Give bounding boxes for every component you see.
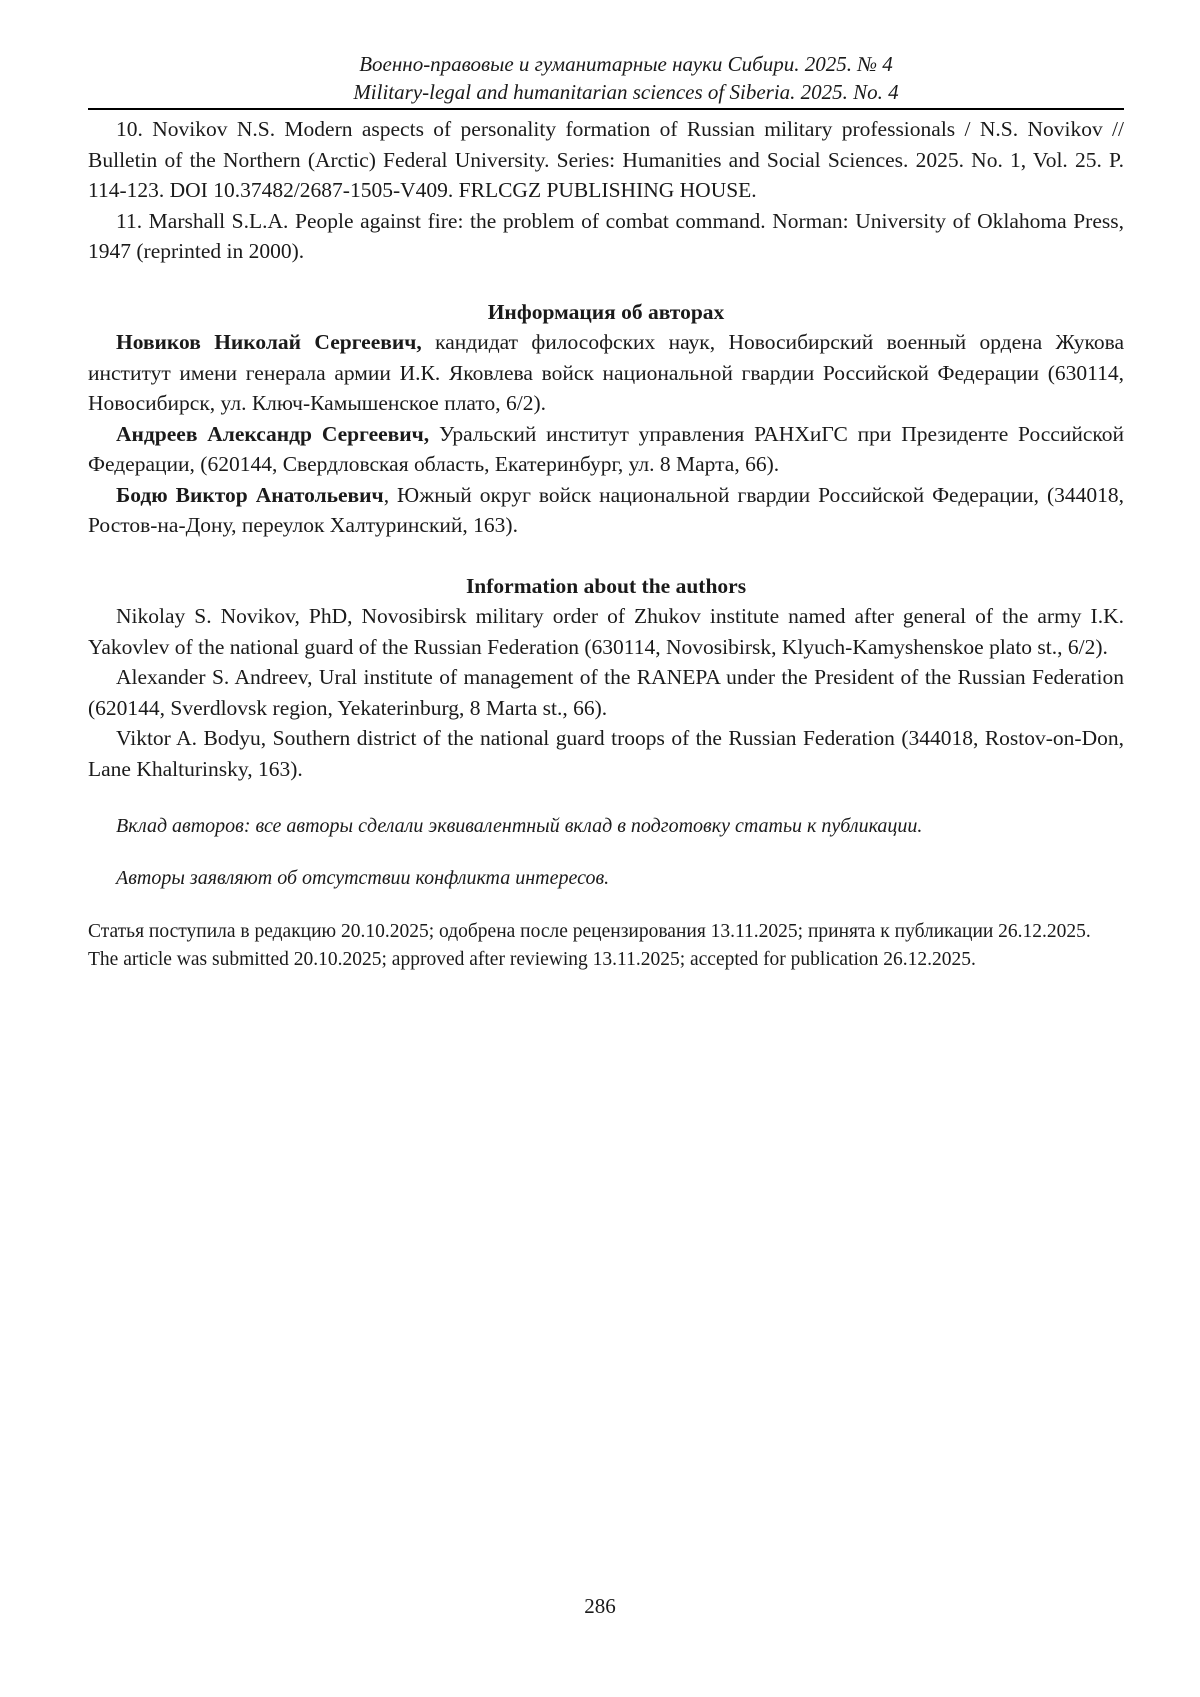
dates-en: The article was submitted 20.10.2025; approved after reviewing 13.11.2025; accepted for publication 26.12.2025.	[88, 949, 976, 970]
journal-title-en: Military-legal and humanitarian sciences of Siberia. 2025. No. 4	[353, 80, 899, 104]
reference-item: 11. Marshall S.L.A. People against fire: the problem of combat command. Norman: University of Oklahoma Press, 1947 (reprinted in 2000).	[88, 208, 1124, 263]
author-entry-ru	[88, 480, 1124, 541]
author-entry-ru	[88, 419, 1124, 480]
author-notes	[88, 812, 1124, 892]
article-dates	[88, 918, 1124, 974]
reference-list	[88, 114, 1124, 267]
author-entry-en: Viktor A. Bodyu, Southern district of the national guard troops of the Russian Federation (344018, Rostov-on-Don, Lane Khalturinsky, 163).	[88, 726, 1124, 781]
dates-ru: Статья поступила в редакцию 20.10.2025; одобрена после рецензирования 13.11.2025; принята к публикации 26.12.2025.	[88, 921, 1091, 942]
author-entry-en: Alexander S. Andreev, Ural institute of management of the RANEPA under the President of the Russian Federation (620144, Sverdlovsk region, Yekaterinburg, 8 Marta st., 66).	[88, 665, 1124, 720]
section-title-en: Information about the authors	[465, 573, 747, 598]
running-head	[88, 50, 1124, 106]
page-number: 286	[584, 1594, 616, 1618]
contribution-note: Вклад авторов: все авторы сделали эквивалентный вклад в подготовку статьи к публикации.	[116, 815, 923, 837]
journal-title-ru: Военно-правовые и гуманитарные науки Сибири. 2025. № 4	[359, 52, 893, 76]
author-name: Андреев Александр Сергеевич,	[116, 421, 430, 446]
conflict-note: Авторы заявляют об отсутствии конфликта интересов.	[116, 867, 610, 889]
author-details: кандидат философских наук, Новосибирский военный ордена Жукова институт имени генерала армии И.К. Яковлева войск национальной гвардии Российской Федерации (630114, Новосибирск, ул. Ключ-Камышенское плато, 6/2).	[88, 330, 1124, 415]
section-title-ru: Информация об авторах	[487, 299, 725, 324]
author-entry-ru	[88, 327, 1124, 419]
reference-item: 10. Novikov N.S. Modern aspects of personality formation of Russian military professionals / N.S. Novikov // Bulletin of the Northern (Arctic) Federal University. Series: Humanities and Social Sciences. 2025. No. 1, Vol. 25. P. 114-123. DOI 10.37482/2687-1505-V409. FRLCGZ PUBLISHING HOUSE.	[88, 117, 1124, 202]
authors-info-ru	[88, 297, 1124, 541]
author-details: , Южный округ войск национальной гвардии Российской Федерации, (344018, Ростов-на-Дону, переулок Халтуринский, 163).	[88, 482, 1125, 537]
author-name: Бодю Виктор Анатольевич	[116, 482, 384, 507]
author-details: Уральский институт управления РАНХиГС при Президенте Российской Федерации, (620144, Свердловская область, Екатеринбург, ул. 8 Марта, 66).	[88, 421, 1125, 476]
authors-info-en	[88, 571, 1124, 785]
page	[88, 50, 1124, 974]
author-name: Новиков Николай Сергеевич,	[116, 330, 422, 354]
header-divider	[88, 108, 1124, 110]
author-entry-en: Nikolay S. Novikov, PhD, Novosibirsk military order of Zhukov institute named after general of the army I.K. Yakovlev of the national guard of the Russian Federation (630114, Novosibirsk, Klyuch-Kamyshenskoe plato st., 6/2).	[88, 604, 1124, 659]
